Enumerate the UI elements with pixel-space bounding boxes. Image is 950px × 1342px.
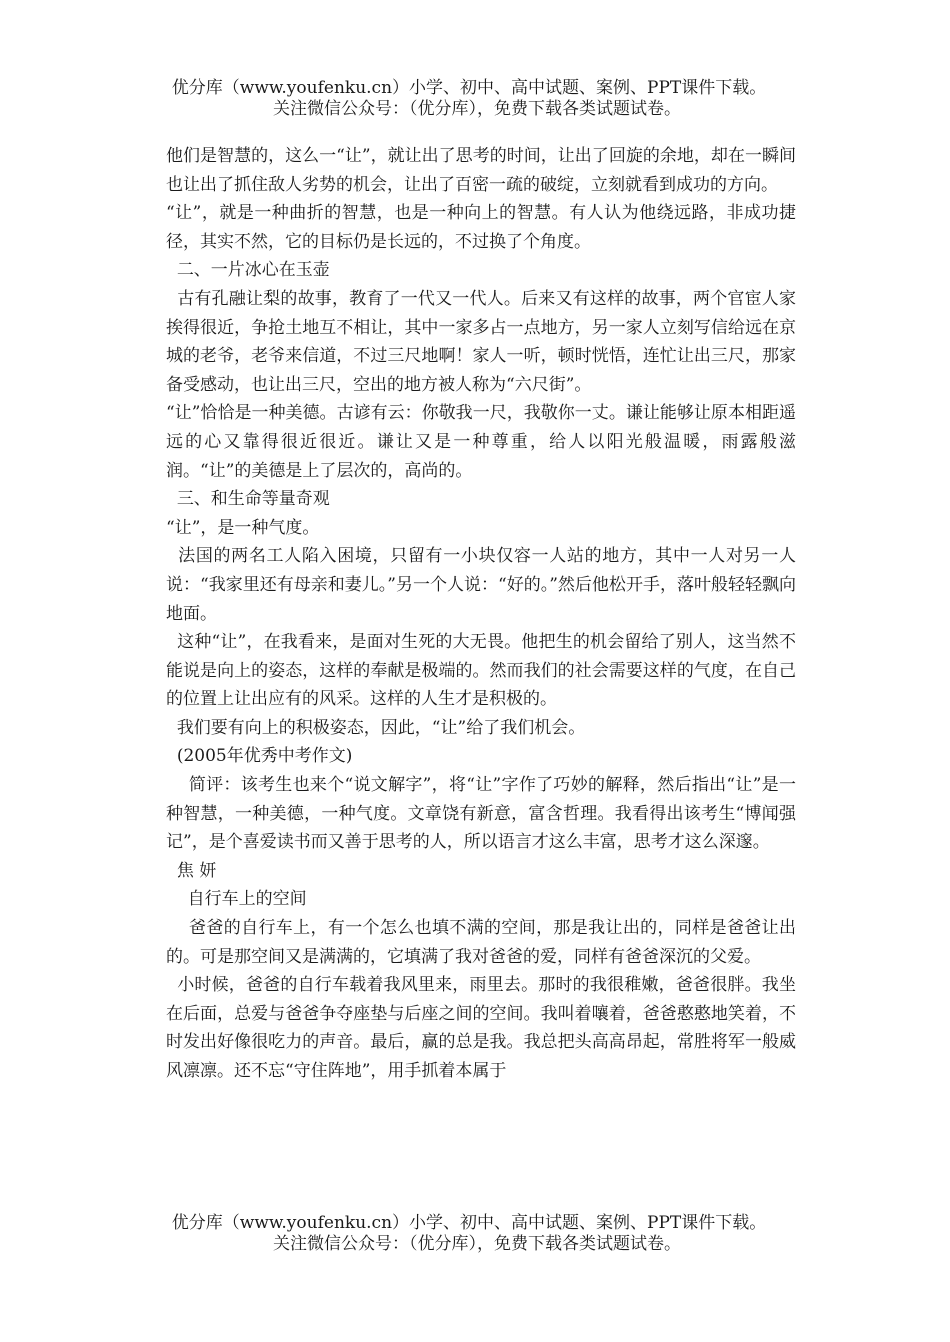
- header-line-1: 优分库（www.youfenku.cn）小学、初中、高中试题、案例、PPT课件下载。: [171, 78, 767, 98]
- paragraph: 法国的两名工人陷入困境，只留有一小块仅容一人站的地方，其中一人对另一人说：“我家里还有母亲和妻儿。”另一个人说：“好的。”然后他松开手，落叶般轻轻飘向地面。: [166, 546, 796, 624]
- paragraph: 古有孔融让梨的故事，教育了一代又一代人。后来又有这样的故事，两个官宦人家挨得很近，争抢土地互不相让，其中一家多占一点地方，另一家人立刻写信给远在京城的老爷，老爷来信道，不过三尺地啊！家人一听，顿时恍悟，连忙让出三尺，那家备受感动，也让出三尺，空出的地方被人称为“六尺街”。: [166, 288, 797, 395]
- footer-line-1: 优分库（www.youfenku.cn）小学、初中、高中试题、案例、PPT课件下载。: [171, 1213, 767, 1233]
- paragraph: 我们要有向上的积极姿态，因此，“让”给了我们机会。: [166, 717, 586, 738]
- header-line-2: 关注微信公众号：（优分库），免费下载各类试题试卷。: [273, 99, 681, 119]
- essay-title: 自行车上的空间: [166, 889, 307, 910]
- paragraph: 小时候，爸爸的自行车载着我风里来，雨里去。那时的我很稚嫩，爸爸很胖。我坐在后面，总爱与爸爸争夺座垫与后座之间的空间。我叫着嚷着，爸爸憨憨地笑着，不时发出好像很吃力的声音。最后，赢的总是我。我总把头高高昂起，常胜将军一般威风凛凛。还不忘“守住阵地”，用手抓着本属于: [166, 975, 797, 1081]
- commentary: 简评：该考生也来个“说文解字”，将“让”字作了巧妙的解释，然后指出“让”是一种智慧，一种美德，一种气度。文章饶有新意，富含哲理。我看得出该考生“博闻强记”，是个喜爱读书而又善于思考的人，所以语言才这么丰富，思考才这么深邃。: [166, 775, 796, 853]
- footer-line-2: 关注微信公众号：（优分库），免费下载各类试题试卷。: [273, 1234, 681, 1254]
- document-body: [166, 142, 796, 1086]
- paragraph: 他们是智慧的，这么一“让”，就让出了思考的时间，让出了回旋的余地，却在一瞬间也让出了抓住敌人劣势的机会，让出了百密一疏的破绽，立刻就看到成功的方向。: [166, 146, 796, 195]
- paragraph: 这种“让”，在我看来，是面对生死的大无畏。他把生的机会留给了别人，这当然不能说是向上的姿态，这样的奉献是极端的。然而我们的社会需要这样的气度，在自己的位置上让出应有的风采。这样的人生才是积极的。: [166, 632, 796, 710]
- paragraph: “让”，就是一种曲折的智慧，也是一种向上的智慧。有人认为他绕远路，非成功捷径，其实不然，它的目标仍是长远的，不过换了个角度。: [166, 203, 796, 252]
- page-footer: [0, 1213, 950, 1255]
- page-header: [0, 78, 950, 120]
- paragraph: “让”恰恰是一种美德。古谚有云：你敬我一尺，我敬你一丈。谦让能够让原本相距遥远的心又靠得很近很近。谦让又是一种尊重，给人以阳光般温暖，雨露般滋润。“让”的美德是上了层次的，高尚的。: [166, 403, 796, 481]
- section-heading: 二、一片冰心在玉壶: [166, 260, 330, 281]
- paragraph: “让”，是一种气度。: [166, 517, 320, 538]
- author-name: 焦 妍: [166, 860, 217, 881]
- paragraph: 爸爸的自行车上，有一个怎么也填不满的空间，那是我让出的，同样是爸爸让出的。可是那空间又是满满的，它填满了我对爸爸的爱，同样有爸爸深沉的父爱。: [166, 918, 796, 967]
- section-heading: 三、和生命等量奇观: [166, 489, 330, 510]
- source-note: (2005年优秀中考作文): [166, 746, 353, 767]
